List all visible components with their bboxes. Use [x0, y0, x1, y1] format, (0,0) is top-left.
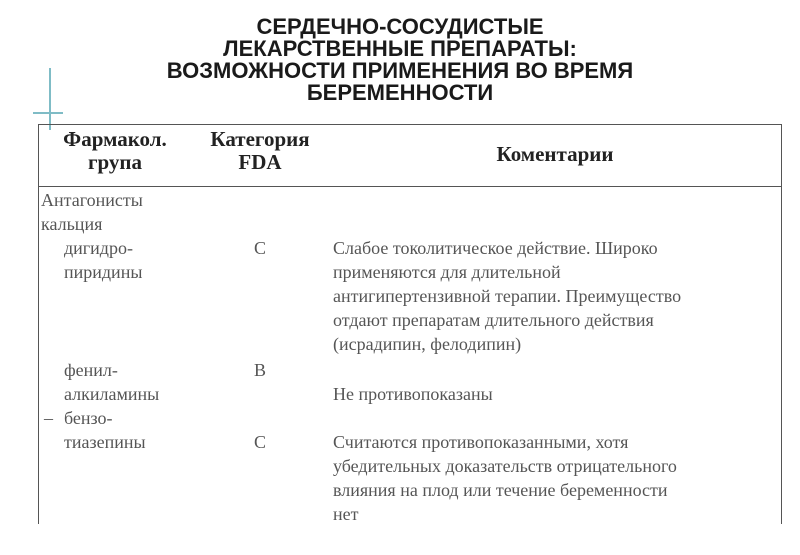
comment-line: (исрадипин, фелодипин)	[333, 334, 522, 354]
page-title	[0, 16, 800, 104]
fda-category-value: С	[253, 238, 266, 258]
drug-name-line: алкиламины	[64, 384, 160, 404]
header-group-line: Фармакол.	[63, 127, 167, 151]
header-category-line: FDA	[238, 150, 282, 174]
drug-name-line: дигидро-	[64, 238, 133, 258]
title-line: БЕРЕМЕННОСТИ	[306, 80, 494, 105]
row-marker: –	[44, 408, 53, 428]
drug-group-title-line: Антагонисты	[41, 190, 143, 210]
comment-line: Слабое токолитическое действие. Широко	[333, 238, 658, 258]
drug-name-line: тиазепины	[64, 432, 146, 452]
header-category-line: Категория	[210, 127, 310, 151]
table-right-border	[781, 124, 782, 524]
title-line: ЛЕКАРСТВЕННЫЕ ПРЕПАРАТЫ:	[223, 36, 577, 61]
title-line: СЕРДЕЧНО-СОСУДИСТЫЕ	[256, 14, 544, 39]
comment-line: применяются для длительной	[333, 262, 561, 282]
comment-line: отдают препаратам длительного действия	[333, 310, 654, 330]
table-top-rule	[38, 124, 782, 125]
comment-line: нет	[333, 504, 359, 524]
comment-line: антигипертензивной терапии. Преимущество	[333, 286, 682, 306]
accent-line-horizontal	[33, 112, 63, 114]
comment-line: убедительных доказательств отрицательного	[333, 456, 677, 476]
drug-name-benzothiazepines	[64, 406, 146, 454]
drug-group-title	[41, 188, 143, 236]
comment-line: Считаются противопоказанными, хотя	[333, 432, 629, 452]
fda-category-value: С	[253, 432, 266, 452]
drug-name-line: фенил-	[64, 360, 118, 380]
header-comments: Коментарии	[496, 142, 614, 166]
comment-phenylalkylamines	[333, 382, 493, 406]
accent-line-vertical	[49, 68, 51, 130]
drug-name-line: пиридины	[64, 262, 143, 282]
drug-name-phenylalkylamines	[64, 358, 159, 406]
title-line: ВОЗМОЖНОСТИ ПРИМЕНЕНИЯ ВО ВРЕМЯ	[166, 58, 634, 83]
drug-name-line: бензо-	[64, 408, 113, 428]
drug-name-dihydropyridines	[64, 236, 142, 284]
fda-category-value: B	[253, 360, 266, 380]
comment-benzothiazepines	[333, 430, 677, 526]
drug-group-title-line: кальция	[41, 214, 103, 234]
table-header-rule	[38, 186, 782, 187]
header-group-line: група	[87, 150, 143, 174]
header-group	[40, 128, 190, 174]
comment-line: влияния на плод или течение беременности	[333, 480, 668, 500]
table-left-border	[38, 124, 39, 524]
comment-line: Не противопоказаны	[333, 384, 493, 404]
header-category	[190, 128, 330, 174]
comment-dihydropyridines	[333, 236, 681, 356]
